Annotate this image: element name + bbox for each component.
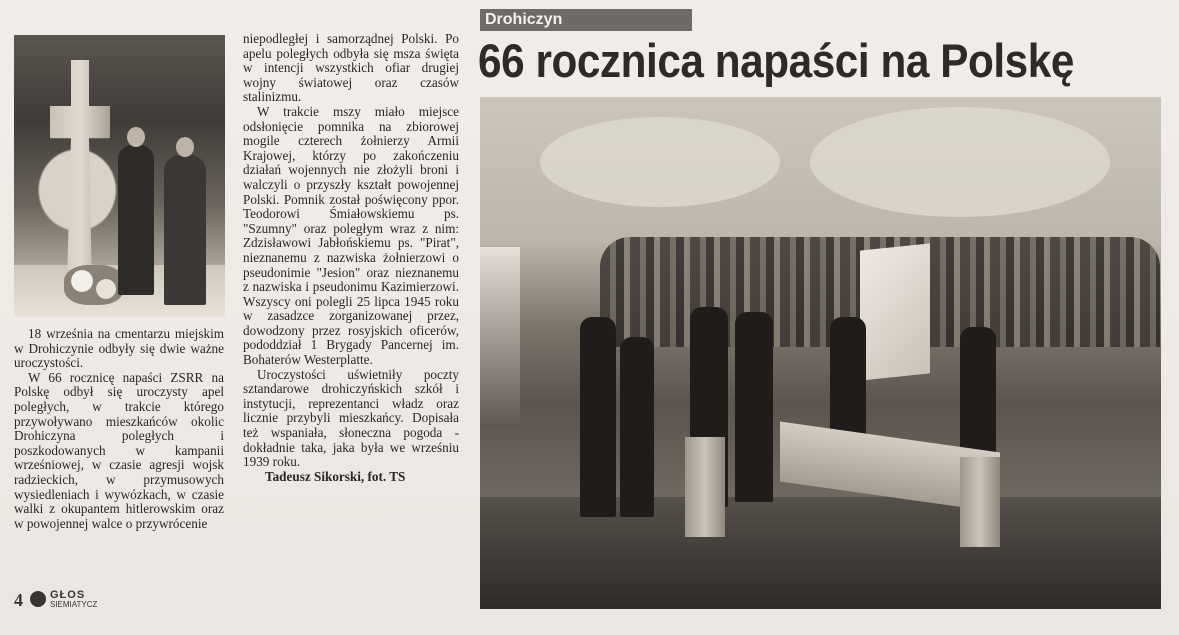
person-figure [830,317,866,447]
person-figure [580,317,616,517]
byline: Tadeusz Sikorski, fot. TS [265,468,406,484]
cloud [540,117,780,207]
newspaper-logo [30,590,100,612]
article-column-1 [14,327,224,531]
paragraph: 18 września na cmentarzu miejskim w Drohiczynie odbyły się dwie ważne uroczystości. [14,326,224,371]
section-label: Drohiczyn [480,9,692,31]
banner-flag [480,247,520,427]
memorial-cross [50,60,110,290]
stone-post [685,437,725,537]
paragraph: niepodległej i samorządnej Polski. Po apelu poległych odbyła się msza święta w intencji wszystkich ofiar drugiej wojny światowej oraz czasów stalinizmu. [243,31,459,105]
person-figure [960,327,996,467]
paragraph: Uroczystości uświetniły poczty sztandarowe drohiczyńskich szkół i instytucji, reprezentanci władz oraz licznie przybyli mieszkańcy. Dopisała też wspaniała, słoneczna pogoda - dokładnie taka, jaka była we wrześniu 1939 roku. [243,366,459,470]
paragraph: W trakcie mszy miało miejsce odsłonięcie pomnika na zbiorowej mogile czterech żołnierzy Armii Krajowej, którzy po zakończeniu działań wojennych nie złożyli broni i walczyli o przyszły kształt powojennej Polski. Pomnik został poświęcony ppor. Teodorowi Śmiałowskiemu ps. "Szumny" oraz poległym wraz z nim: Zdzisławowi Jabłońskiemu ps. "Pirat", nieznanemu z nazwiska żołnierzowi o pseudonimie "Jesion" oraz nieznanemu z nazwiska i pseudonimu Kazimierzowi. Wszyscy oni polegli 25 lipca 1945 roku w zasadzce zorganizowanej przez, dowodzony przez rosyjskich oficerów, pododdział 1 Brygady Pancernej im. Bohaterów Westerplatte. [243,103,459,368]
paragraph: W 66 rocznicę napaści ZSRR na Polskę odbył się uroczysty apel poległych, w trakcie którego przywoływano mieszkańców okolic Drohiczyna poległych i poszkodowanych w kampanii wrześniowej, w czasie agresji wojsk radzieckich, w przymusowych wysiedleniach i wywózkach, w czasie walki z okupantem hitlerowskim oraz w powojennej walce o przywrócenie [14,369,224,531]
person-figure [735,312,773,502]
school-banner [860,243,930,380]
flower-wreath [64,265,124,305]
headline: 66 rocznica napaści na Polskę [478,34,1074,87]
person-head [176,137,194,157]
article-column-2 [243,32,459,484]
person-figure [118,145,154,295]
stone-post [960,457,1000,547]
page-number: 4 [14,590,23,610]
person-figure [620,337,654,517]
person-figure [164,155,206,305]
logo-title: GŁOS [50,589,86,601]
ceremony-photo [480,97,1161,609]
logo-emblem-icon [30,591,46,607]
logo-subtitle: SIEMIATYCZ [50,600,98,609]
monument-photo [14,35,225,317]
person-head [127,127,145,147]
cloud [810,107,1110,217]
